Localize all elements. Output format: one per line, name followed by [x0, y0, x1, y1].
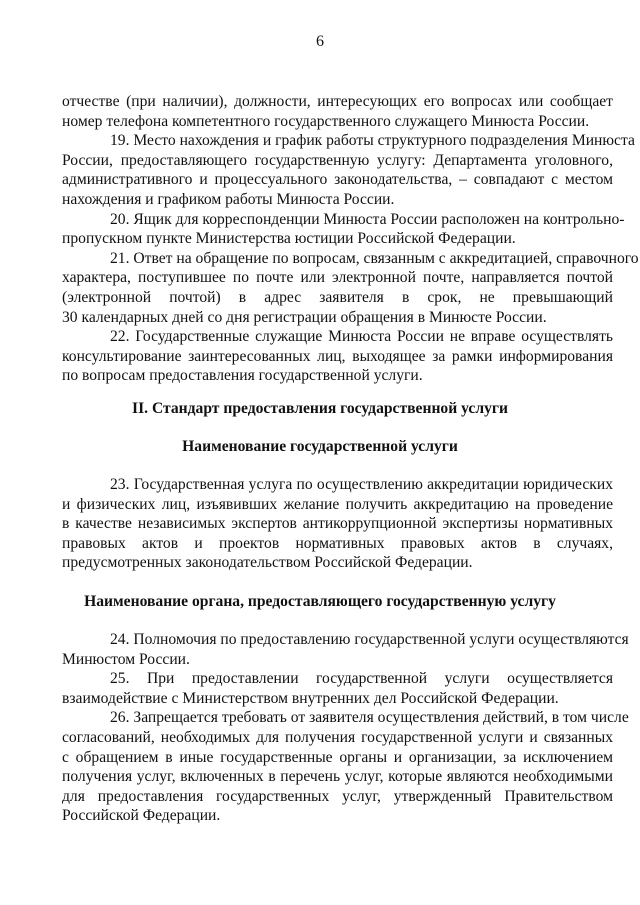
- text-line: в качестве независимых экспертов антикоррупционной экспертизы нормативных: [62, 515, 613, 533]
- text-line: 23. Государственная услуга по осуществлению аккредитации юридических: [110, 476, 613, 493]
- subheading-authority-name: Наименование органа, предоставляющего государственную услугу: [84, 593, 556, 610]
- text-line: и физических лиц, изъявивших желание получить аккредитацию на проведение: [62, 495, 613, 513]
- text-line: пропускном пункте Министерства юстиции Российской Федерации.: [62, 230, 516, 248]
- text-line: согласований, необходимых для получения государственной услуги и связанных: [62, 728, 613, 746]
- text-line: характера, поступившее по почте или электронной почте, направляется почтой: [62, 269, 613, 287]
- paragraph-p25: [62, 669, 613, 708]
- text-section-middle: [62, 475, 613, 573]
- text-section-top: [62, 92, 639, 386]
- text-line: взаимодействие с Министерством внутренних дел Российской Федерации.: [62, 689, 559, 707]
- text-line: 21. Ответ на обращение по вопросам, связанным с аккредитацией, справочного: [110, 249, 639, 267]
- section-heading: II. Стандарт предоставления государственной услуги: [132, 400, 508, 417]
- paragraph-p24: [62, 630, 629, 669]
- subheading-service-name: Наименование государственной услуги: [182, 438, 458, 455]
- text-line: для предоставления государственных услуг, утвержденный Правительством: [62, 787, 613, 805]
- text-line: предусмотренных законодательством Российской Федерации.: [62, 554, 473, 572]
- text-line: России, предоставляющего государственную услугу: Департамента уголовного,: [62, 151, 613, 169]
- paragraph-p20: [62, 210, 625, 249]
- text-line: 24. Полномочия по предоставлению государственной услуги осуществляются: [110, 631, 629, 648]
- text-line: (электронной почтой) в адрес заявителя в срок, не превышающий: [62, 288, 613, 306]
- text-line: номер телефона компетентного государственного служащего Минюста России.: [62, 112, 590, 130]
- paragraph-p18-cont: [62, 92, 613, 131]
- text-line: 19. Место нахождения и график работы структурного подразделения Минюста: [110, 132, 635, 150]
- text-line: 26. Запрещается требовать от заявителя осуществления действий, в том числе: [110, 709, 629, 727]
- text-line: Российской Федерации.: [62, 807, 221, 825]
- text-line: 20. Ящик для корреспонденции Минюста России расположен на контрольно-: [110, 210, 625, 228]
- text-line: 30 календарных дней со дня регистрации обращения в Минюсте России.: [62, 308, 547, 326]
- paragraph-p22: [62, 327, 613, 386]
- text-line: с обращением в иные государственные органы и организации, за исключением: [62, 748, 613, 766]
- text-line: консультирование заинтересованных лиц, выходящее за рамки информирования: [62, 347, 613, 365]
- paragraph-p23: [62, 475, 613, 573]
- text-section-bottom: [62, 630, 629, 826]
- text-line: отчестве (при наличии), должности, интересующих его вопросах или сообщает: [62, 93, 613, 110]
- text-line: 22. Государственные служащие Минюста России не вправе осуществлять: [110, 328, 613, 346]
- page-number: 6: [316, 33, 324, 50]
- text-line: 25. При предоставлении государственной услуги осуществляется: [110, 670, 613, 688]
- text-line: получения услуг, включенных в перечень услуг, которые являются необходимыми: [62, 768, 613, 786]
- text-line: по вопросам предоставления государственной услуги.: [62, 367, 423, 385]
- text-line: административного и процессуального законодательства, – совпадают с местом: [62, 171, 613, 189]
- text-line: правовых актов и проектов нормативных правовых актов в случаях,: [62, 534, 613, 552]
- text-line: нахождения и графиком работы Минюста России.: [62, 190, 395, 208]
- paragraph-p21: [62, 249, 639, 327]
- paragraph-p19: [62, 131, 635, 209]
- text-line: Минюстом России.: [62, 650, 190, 668]
- paragraph-p26: [62, 708, 629, 826]
